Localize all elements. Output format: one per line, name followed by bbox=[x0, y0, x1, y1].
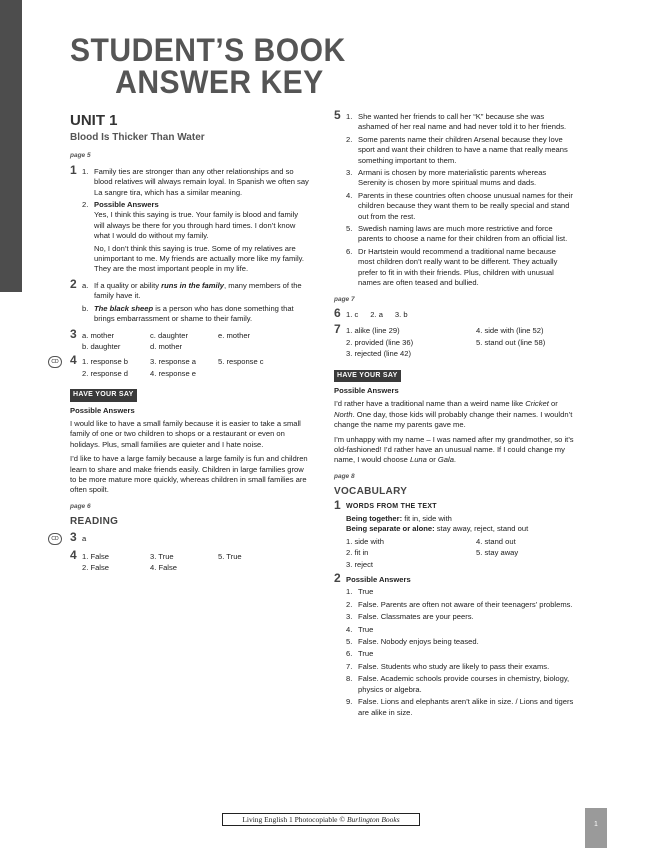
exercise-5: 5 1. She wanted her friends to call her “K” because she was ashamed of her real name and had never told it to her friends. 2. Some parents name their children Arsenal because they love sport and want their children to have a name that really means something important to them. 3. Armani is chosen by more materialistic parents whereas Serenity is chosen by more spiritual mums and dads. 4. Parents in these countries often choose unusual names for their children because they want them to be really special and stand out from the rest. 5. Swedish naming laws are much more restrictive and force parents to choose a name for their children from an official list. 6. Dr Hartstein would recommend a traditional name because most children don’t really want to be different. They actually prefer to fit in with their friends. Plus, children with unusual names are often teased and bullied. bbox=[334, 108, 573, 288]
have-your-say-left: Possible Answers I would like to have a small family because it is easier to take a small family of one or two children to shops or a restaurant or even on holidays. Plus, small families are quieter and I hate noise. I’d like to have a large family because a large family is fun and children learn to share and make friends easily. Children in large families grow to be more mature more quickly, whereas children in small families are often spoilt. bbox=[70, 405, 308, 495]
cd-icon: CD bbox=[48, 533, 62, 545]
list-item: 8. False. Academic schools provide courses in chemistry, biology, physics or algebra. bbox=[346, 674, 570, 694]
title-line-2: ANSWER KEY bbox=[115, 64, 324, 100]
page-ref-6: page 6 bbox=[70, 502, 91, 510]
page-ref-7: page 7 bbox=[334, 295, 355, 303]
list-item: 3. Armani is chosen by more materialistic parents whereas Serenity is chosen by more spiritual mums and dads. bbox=[346, 168, 547, 188]
left-margin-bar bbox=[0, 0, 22, 292]
list-item: 4. True bbox=[346, 624, 374, 634]
list-item: 5. Swedish naming laws are much more restrictive and force parents to choose a name for their children from an official list. bbox=[346, 224, 568, 244]
left-column bbox=[51, 112, 310, 579]
section-vocabulary: VOCABULARY bbox=[334, 486, 408, 498]
list-item: 1. True bbox=[346, 587, 374, 597]
exercise-number: 1 bbox=[70, 162, 77, 177]
exercise-4-listening: CD 4 1. response b 3. response a 5. response c 2. response d 4. response e bbox=[70, 357, 310, 379]
exercise-2: 2 a. If a quality or ability runs in the family, many members of the family have it. b. The black sheep is a person who has done something that brings embarrassment or shame to their family. bbox=[70, 281, 310, 325]
list-item: a. If a quality or ability runs in the family, many members of the family have it. bbox=[82, 280, 302, 301]
list-item: 1. Family ties are stronger than any other relationships and so blood relatives will always remain loyal. In Spanish we often say La sangre tira, which has a similar meaning. bbox=[82, 166, 309, 197]
exercise-4-reading: 4 1. False 3. True 5. True 2. False 4. False bbox=[70, 548, 242, 573]
cd-icon: CD bbox=[48, 356, 62, 368]
list-item: 9. False. Lions and elephants aren’t alike in size. / Lions and tigers are alike in size. bbox=[346, 697, 574, 717]
title-line-1: STUDENT’S BOOK bbox=[70, 32, 346, 68]
unit-subtitle: Blood Is Thicker Than Water bbox=[70, 132, 205, 143]
footer-copyright: Living English 1 Photocopiable © Burlington Books bbox=[222, 813, 420, 826]
vocab-exercise-2: 2 Possible Answers 1. True 2. False. Parents are often not aware of their teenagers’ problems. 3. False. Classmates are your peers. 4. True 5. False. Nobody enjoys being teased. 6. True 7. False. Students who study are likely to pass their exams. 8. False. Academic schools provide courses in chemistry, biology, physics or algebra. 9. False. Lions and elephants aren’t alike in size. / Lions and tigers are alike in size. bbox=[334, 571, 574, 717]
page-title bbox=[70, 34, 346, 98]
page-number: 1 bbox=[594, 821, 598, 828]
unit-heading: UNIT 1 bbox=[70, 112, 118, 129]
exercise-7: 7 1. alike (line 29) 4. side with (line 52) 2. provided (line 36) 5. stand out (line 58) 3. rejected (line 42) bbox=[334, 322, 546, 359]
exercise-6: 6 1. c 2. a 3. b bbox=[334, 305, 408, 320]
have-your-say-badge: HAVE YOUR SAY bbox=[70, 389, 137, 401]
list-item: 5. False. Nobody enjoys being teased. bbox=[346, 637, 479, 647]
list-item: 6. True bbox=[346, 649, 374, 659]
page-ref-5: page 5 bbox=[70, 152, 91, 160]
right-column bbox=[334, 108, 574, 723]
section-reading: READING bbox=[70, 516, 119, 528]
list-item: 2. False. Parents are often not aware of their teenagers’ problems. bbox=[346, 599, 573, 609]
list-item: 7. False. Students who study are likely to pass their exams. bbox=[346, 661, 550, 671]
exercise-3: 3 a. mother c. daughter e. mother b. daughter d. mother bbox=[70, 326, 251, 351]
page-ref-8: page 8 bbox=[334, 472, 355, 480]
vocab-exercise-1: 1 WORDS FROM THE TEXT Being together: fit in, side with Being separate or alone: stay away, reject, stand out 1. side with 4. stand out 2. fit in 5. stay away 3. reject bbox=[334, 497, 529, 569]
list-item: 3. False. Classmates are your peers. bbox=[346, 612, 474, 622]
list-item: 2. Possible Answers Yes, I think this saying is true. Your family is blood and family will always be there for you through hard times. I don’t know what I would do without my family. No, I don’t think this saying is true. Some of my relatives are unimportant to me. My friends are actually more like my family. They are the most important people in my life. bbox=[82, 200, 305, 274]
page-number-tab bbox=[585, 808, 607, 848]
list-item: 1. She wanted her friends to call her “K” because she was ashamed of her real name and had never told it to her friends. bbox=[346, 112, 567, 132]
have-your-say-badge: HAVE YOUR SAY bbox=[334, 370, 401, 382]
have-your-say-right: Possible Answers I’d rather have a traditional name than a weird name like Cricket or North. One day, those kids will probably change their names. I wouldn’t change the name my parents gave me. I’m unhappy with my name – I was named after my grandmother, so it’s old-fashioned! I’d rather have an unusual name. If I could change my name, I would choose Luna or Gala. bbox=[334, 385, 574, 465]
list-item: 2. Some parents name their children Arsenal because they love sport and want their children to have a name that really means something important to them. bbox=[346, 134, 568, 165]
list-item: b. The black sheep is a person who has done something that brings embarrassment or shame to their family. bbox=[82, 303, 294, 324]
list-item: 6. Dr Hartstein would recommend a traditional name because most children don’t really want to be different. They actually prefer to fit in with their friends. Plus, children with unusual names are often teased and bullied. bbox=[346, 246, 558, 288]
exercise-1 bbox=[70, 162, 310, 275]
list-item: 4. Parents in these countries often choose unusual names for their children because they want them to be really special and stand out from the rest. bbox=[346, 190, 573, 221]
exercise-3-reading: CD 3 a bbox=[70, 534, 310, 544]
